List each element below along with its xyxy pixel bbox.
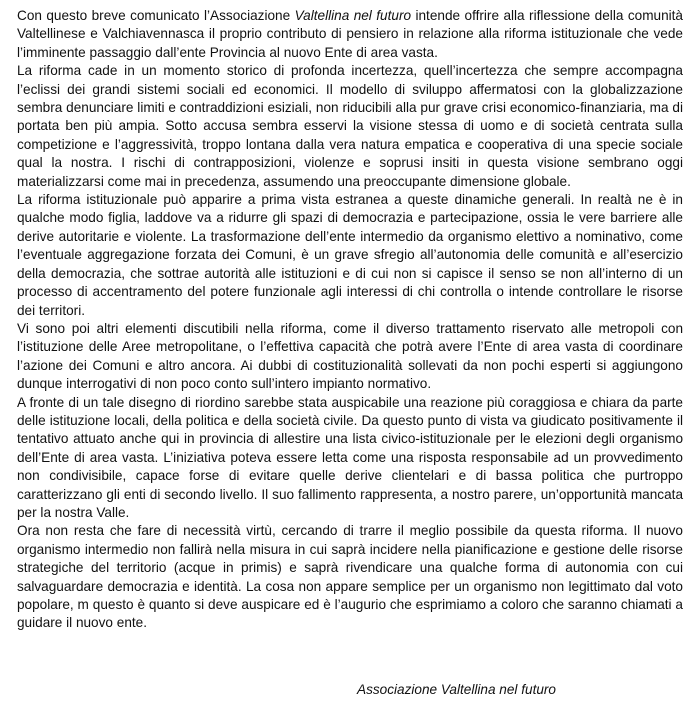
paragraph-text: La riforma cade in un momento storico di profonda incertezza, quell’incertezza che sempre accompagna l’eclissi dei grandi sistemi sociali ed economici. Il modello di sviluppo affermatosi con la globalizzazione sembra denunciare limiti e contraddizioni esiziali, non riducibili alla pur grave crisi economico-finanziaria, ma di portata ben più ampia. Sotto accusa sembra esservi la visione stessa di uomo e di società centrata sulla competizione e l’aggressività, troppo lontana dalla vera natura empatica e cooperativa di una specie sociale qual la nostra. I rischi di contrapposizioni, violenze e soprusi insiti in questa visione sembrano oggi materializzarsi come mai in precedenza, assumendo una preoccupante dimensione globale. bbox=[17, 63, 683, 189]
paragraph-text: Vi sono poi altri elementi discutibili nella riforma, come il diverso trattamento riservato alle metropoli con l’istituzione delle Aree metropolitane, o l’effettiva capacità che potrà avere l’Ente di area vasta di coordinare l’azione dei Comuni e altro ancora. Ai dubbi di costituzionalità sollevati da non pochi esperti si aggiungono dunque interrogativi di non poco conto sull’intero impianto normativo. bbox=[17, 320, 683, 392]
paragraph-text: intende offrire alla riflessione della comunità Valtellinese e Valchiavennasca il proprio contributo di pensiero in relazione alla riforma istituzionale che vede l’imminente passaggio dall’ente Provincia al nuovo Ente di area vasta. bbox=[17, 8, 683, 60]
paragraph-text: A fronte di un tale disegno di riordino sarebbe stata auspicabile una reazione più coraggiosa e chiara da parte delle istituzione locali, della politica e della società civile. Da questo punto di vista va giudicato positivamente il tentativo attuato anche qui in provincia di allestire una lista civico-istituzionale per le elezioni degli organismo dell’Ente di area vasta. L’iniziativa poteva essere letta come una risposta responsabile ad un provvedimento non condivisibile, capace forse di evitare quelle derive clientelari e di bassa politica che purtroppo caratterizzano gli enti di secondo livello. Il suo fallimento rappresenta, a nostro parere, un’opportunità mancata per la nostra Valle. bbox=[17, 394, 683, 520]
paragraph-intro bbox=[17, 7, 683, 62]
signature: Associazione Valtellina nel futuro bbox=[357, 682, 556, 697]
paragraph-conclusion bbox=[17, 522, 683, 632]
paragraph-context bbox=[17, 62, 683, 191]
paragraph-text: Ora non resta che fare di necessità virtù, cercando di trarre il meglio possibile da questa riforma. Il nuovo organismo intermedio non fallirà nella misura in cui saprà incidere nella pianificazione e gestione delle risorse strategiche del territorio (acque in primis) e saprà rivendicare una qualche forma di autonomia con cui salvaguardare democrazia e identità. La cosa non appare semplice per un organismo non legittimato dal voto popolare, m questo è quanto si deve auspicare ed è l’augurio che esprimiamo a coloro che saranno chiamati a guidare il nuovo ente. bbox=[17, 523, 683, 631]
paragraph-reform-critique bbox=[17, 191, 683, 320]
paragraph-text: Con questo breve comunicato l’Associazione bbox=[17, 8, 295, 23]
association-name-italic: Valtellina nel futuro bbox=[294, 8, 412, 23]
paragraph-other-issues bbox=[17, 320, 683, 394]
document-body bbox=[17, 7, 683, 633]
paragraph-local-response bbox=[17, 394, 683, 523]
paragraph-text: La riforma istituzionale può apparire a prima vista estranea a queste dinamiche generali. In realtà ne è in qualche modo figlia, laddove va a ridurre gli spazi di democrazia e partecipazione, ossia le vere barriere alle derive autoritarie e violente. La trasformazione dell’ente intermedio da organismo elettivo a nominativo, come l’eventuale aggregazione forzata dei Comuni, è un grave sfregio all’autonomia delle comunità e all’esercizio della democrazia, che sottrae autorità alle istituzioni e di cui non si capisce il senso se non all’interno di un processo di accentramento del potere funzionale agli interessi di chi controlla o intende controllare le risorse dei territori. bbox=[17, 192, 683, 318]
